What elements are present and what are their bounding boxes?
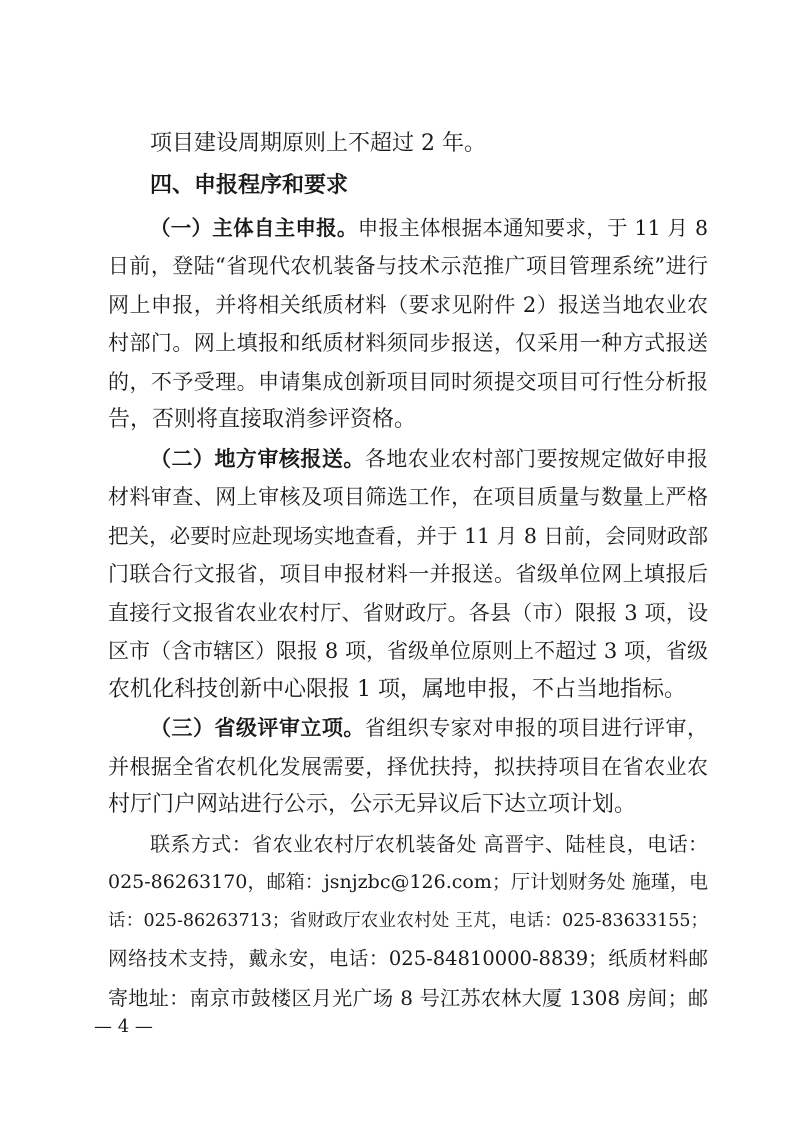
paragraph-line: 区市（含市辖区）限报 8 项，省级单位原则上不超过 3 项，省级 — [108, 639, 708, 663]
paragraph-text-run: 各地农业农村部门要按规定做好申报 — [364, 447, 708, 471]
section-heading: 四、申报程序和要求 — [150, 173, 349, 198]
paragraph-line: 并根据全省农机化发展需要，择优扶持，拟扶持项目在省农业农 — [108, 755, 708, 779]
paragraph-line: 门联合行文报省，项目申报材料一并报送。省级单位网上填报后 — [108, 562, 708, 586]
paragraph-line: 村部门。网上填报和纸质材料须同步报送，仅采用一种方式报送 — [108, 331, 708, 355]
paragraph-text-run: 申报主体根据本通知要求，于 11 月 8 — [357, 216, 708, 240]
paragraph-line: 网上申报，并将相关纸质材料（要求见附件 2）报送当地农业农 — [108, 293, 708, 317]
subheading-bold-run: （一）主体自主申报。 — [150, 216, 358, 240]
paragraph-text-run: 省组织专家对申报的项目进行评审， — [364, 716, 708, 740]
contact-line: 寄地址：南京市鼓楼区月光广场 8 号江苏农林大厦 1308 房间；邮 — [108, 986, 708, 1010]
paragraph-line: 直接行文报省农业农村厅、省财政厅。各县（市）限报 3 项，设 — [108, 601, 708, 625]
subheading-bold-run: （二）地方审核报送。 — [150, 447, 365, 471]
paragraph-line: 告，否则将直接取消参评资格。 — [108, 407, 417, 432]
contact-line: 网络技术支持，戴永安，电话：025-84810000-8839；纸质材料邮 — [108, 947, 708, 970]
paragraph-line — [150, 212, 708, 244]
page-number: — 4 — — [94, 1016, 153, 1037]
paragraph-line: 把关，必要时应赴现场实地查看，并于 11 月 8 日前，会同财政部 — [108, 524, 708, 548]
paragraph-line: 农机化科技创新中心限报 1 项，属地申报，不占当地指标。 — [108, 677, 686, 702]
paragraph-line: 项目建设周期原则上不超过 2 年。 — [150, 131, 486, 156]
contact-line: 联系方式：省农业农村厅农机装备处 高晋宇、陆桂良，电话： — [150, 832, 708, 856]
paragraph-line: 材料审查、网上审核及项目筛选工作，在项目质量与数量上严格 — [108, 485, 708, 509]
paragraph-line: 日前，登陆“省现代农机装备与技术示范推广项目管理系统”进行 — [108, 254, 708, 278]
subheading-bold-run: （三）省级评审立项。 — [150, 716, 365, 740]
contact-line: 话：025-86263713；省财政厅农业农村处 王芃，电话：025-83633155； — [108, 911, 708, 931]
paragraph-line — [150, 712, 708, 744]
paragraph-line — [150, 443, 708, 475]
contact-line: 025-86263170，邮箱：jsnjzbc@126.com；厅计划财务处 施瑾，电 — [108, 871, 708, 893]
paragraph-line: 的，不予受理。申请集成创新项目同时须提交项目可行性分析报 — [108, 370, 708, 394]
paragraph-line: 村厅门户网站进行公示，公示无异议后下达立项计划。 — [108, 792, 637, 817]
